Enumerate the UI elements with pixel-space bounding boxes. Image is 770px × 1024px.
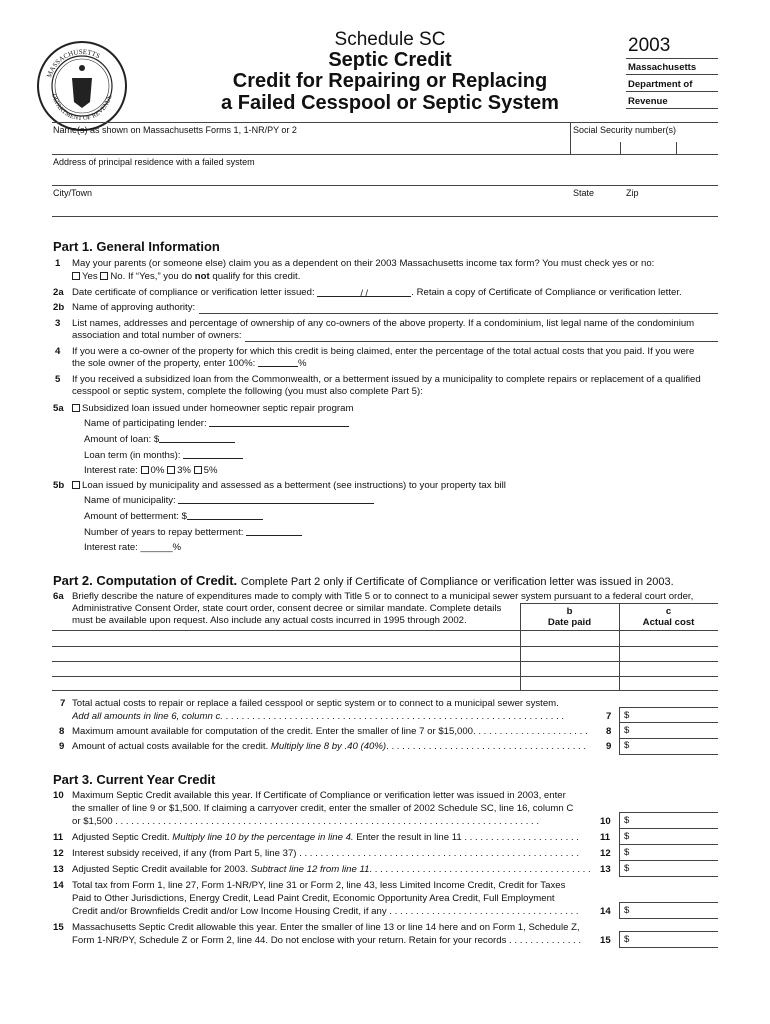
line8-amount[interactable] <box>632 723 718 737</box>
percent-sign: % <box>297 358 307 369</box>
betterment-amount-row <box>84 511 263 522</box>
line1-options <box>72 271 300 282</box>
expenditure-description-field[interactable] <box>53 647 519 661</box>
part2-heading <box>53 573 674 588</box>
line5-text-2: cesspool or septic system, complete the following (you must also complete Part 5): <box>72 386 423 397</box>
date-slashes: / / <box>360 288 369 298</box>
address-label: Address of principal residence with a failed system <box>53 157 255 167</box>
expenditure-description-field[interactable] <box>53 677 519 690</box>
line-number: 5a <box>53 403 64 414</box>
line5b-row <box>72 480 506 491</box>
dollar-sign: $ <box>624 934 630 945</box>
col-b-letter: b <box>566 606 573 617</box>
line11-row <box>72 832 598 843</box>
line3-text-1: List names, addresses and percentage of ownership of any co-owners of the above property. If a condominium, list legal name of the condominium <box>72 318 695 329</box>
dollar-sign: $ <box>624 815 630 826</box>
line4-text-2: the sole owner of the property, enter 100%: <box>72 358 256 369</box>
line12-text: Interest subsidy received, if any (from Part 5, line 37) <box>72 848 297 859</box>
dept-line-3: Revenue <box>628 96 668 107</box>
line-ref: 13 <box>600 864 611 875</box>
line10-text-3: or $1,500 <box>72 816 113 827</box>
yes-label: Yes <box>82 271 98 282</box>
line-ref: 9 <box>606 741 612 752</box>
line2a-text: Date certificate of compliance or verification letter issued: <box>72 287 315 298</box>
zip-field[interactable] <box>624 199 718 216</box>
ssn-field[interactable] <box>572 136 718 154</box>
line11-text: Adjusted Septic Credit. <box>72 832 170 843</box>
city-label: City/Town <box>53 188 93 198</box>
line-ref: 7 <box>606 711 612 722</box>
ownership-percent-field[interactable] <box>258 358 298 367</box>
names-field[interactable] <box>53 136 569 154</box>
line7-row <box>72 711 616 722</box>
yes-checkbox[interactable] <box>72 272 80 280</box>
line9-text: Amount of actual costs available for the credit. <box>72 741 269 752</box>
line15-row <box>72 935 598 946</box>
line6a-text-2: Administrative Consent Order, state court order, consent decree or similar mandate. Complete details <box>72 603 502 614</box>
municipality-row <box>84 495 374 506</box>
line-ref: 8 <box>606 726 612 737</box>
line1-not: not <box>194 271 210 282</box>
line15-text-2: Form 1-NR/PY, Schedule Z or Form 2, line 44. Do not enclose with your return. Retain for your records <box>72 935 507 946</box>
leader-dots: . . . . . . . . . . . . . . . . . . . . . . . . . . . . . . . . . . . . . . <box>386 741 587 752</box>
line9-amount[interactable] <box>632 739 718 753</box>
part2-title: Part 2. Computation of Credit. <box>53 573 238 588</box>
line11-end: Enter the result in line 11 <box>356 832 462 843</box>
lender-field[interactable] <box>209 418 349 427</box>
line-number: 6a <box>53 591 64 602</box>
leader-dots: . . . . . . . . . . . . . . . . . . . . . . . . . . . . . . . . . . . . . . . . . . . . . . . . . . . . . . . . . . . . . . . . . . . . . . . . . . . . . . . . <box>112 816 540 827</box>
line13-row <box>72 864 598 875</box>
dollar-sign: $ <box>624 905 630 916</box>
line1-text: May your parents (or someone else) claim you as a dependent on their 2003 Massachusetts income tax form? You must check yes or no: <box>72 258 655 269</box>
expenditure-description-field[interactable] <box>53 662 519 676</box>
address-field[interactable] <box>53 168 718 185</box>
betterment-rate: Interest rate: ______% <box>84 542 182 553</box>
co-owners-field[interactable] <box>245 341 718 342</box>
line-number: 7 <box>60 698 66 709</box>
names-label: Name(s) as shown on Massachusetts Forms 1, 1-NR/PY or 2 <box>53 125 297 135</box>
dept-line-1: Massachusetts <box>628 62 697 73</box>
line-number: 4 <box>55 346 61 357</box>
rate-5-label: 5% <box>203 465 218 476</box>
col-b-label: Date paid <box>547 617 592 628</box>
betterment-checkbox[interactable] <box>72 481 80 489</box>
line14-amount[interactable] <box>632 903 718 917</box>
part2-note: Complete Part 2 only if Certificate of Compliance or verification letter was issued in 2003. <box>240 576 674 588</box>
line-ref: 15 <box>600 935 611 946</box>
line12-row <box>72 848 598 859</box>
line5a-row <box>72 403 353 414</box>
line10-text-1: Maximum Septic Credit available this year. If Certificate of Compliance or verification letter was issued in 2003, enter <box>72 790 566 801</box>
line-number: 5b <box>53 480 65 491</box>
col-c-letter: c <box>665 606 672 617</box>
subsidized-loan-checkbox[interactable] <box>72 404 80 412</box>
line11-italic: Multiply line 10 by the percentage in line 4. <box>172 832 354 843</box>
line2b-row <box>72 302 195 313</box>
form-title: Septic Credit <box>328 49 452 71</box>
line11-amount[interactable] <box>632 829 718 843</box>
line-number: 12 <box>53 848 64 859</box>
line5a-text: Subsidized loan issued under homeowner septic repair program <box>82 403 354 414</box>
line1-end: qualify for this credit. <box>212 271 301 282</box>
loan-amount-label: Amount of loan: $ <box>84 434 160 445</box>
line13-text: Adjusted Septic Credit available for 2003. <box>72 864 248 875</box>
state-field[interactable] <box>572 199 622 216</box>
line-number: 8 <box>59 726 65 737</box>
line-number: 5 <box>55 374 61 385</box>
lender-label: Name of participating lender: <box>84 418 207 429</box>
line9-row <box>72 741 606 752</box>
svg-text:MASSACHUSETTS: MASSACHUSETTS <box>45 47 102 79</box>
leader-dots: . . . . . . . . . . . . . . . . . . . . . . . . . . . . . . . . . . . . . . . . . . <box>369 864 591 875</box>
years-label: Number of years to repay betterment: <box>84 527 244 538</box>
rate-0-label: 0% <box>150 465 165 476</box>
leader-dots: . . . . . . . . . . . . . . . . . . . . . . <box>461 832 579 843</box>
line7-text-1: Total actual costs to repair or replace a failed cesspool or septic system or to connect to a municipal sewer system. <box>72 698 559 709</box>
line-ref: 11 <box>600 832 611 843</box>
line9-italic: Multiply line 8 by .40 (40%) <box>270 741 387 752</box>
ssn-label: Social Security number(s) <box>573 125 677 135</box>
line2a-end: . Retain a copy of Certificate of Compliance or verification letter. <box>411 287 682 298</box>
dept-line-2: Department of <box>628 79 693 90</box>
betterment-amount-field[interactable] <box>187 511 263 520</box>
loan-term-label: Loan term (in months): <box>84 450 181 461</box>
loan-amount-row <box>84 434 235 445</box>
line-number: 2a <box>53 287 64 298</box>
years-row <box>84 527 302 538</box>
leader-dots: . . . . . . . . . . . . . . . . . . . . . <box>475 726 588 737</box>
dollar-sign: $ <box>624 710 630 721</box>
rate-5-checkbox[interactable] <box>194 466 202 474</box>
line6a-text-3: must be available upon request. Also include any actual costs incurred in 1995 through 2002. <box>72 615 467 626</box>
dollar-sign: $ <box>624 831 630 842</box>
lender-row <box>84 418 349 429</box>
line10-row <box>72 816 598 827</box>
line5-text-1: If you received a subsidized loan from the Commonwealth, or a betterment issued by a municipality to complete repairs or replacement of a qualified <box>72 374 701 385</box>
line8-row <box>72 726 606 737</box>
loan-term-field[interactable] <box>183 450 243 459</box>
expenditure-description-field[interactable] <box>53 631 519 646</box>
line12-amount[interactable] <box>632 845 718 859</box>
line-number: 15 <box>53 922 64 933</box>
line4-text-1: If you were a co-owner of the property for which this credit is being claimed, enter the percentage of the total actual costs that you paid. If you were <box>72 346 695 357</box>
tax-year: 2003 <box>628 35 671 56</box>
leader-dots: . . . . . . . . . . . . . . . . . . . . . . . . . . . . . . . . . . . . . . . . . . . . . . . . . . . . . <box>296 848 580 859</box>
line14-text-3: Credit and/or Brownfields Credit and/or Low Income Housing Credit, if any <box>72 906 387 917</box>
line2b-text: Name of approving authority: <box>72 302 196 313</box>
city-field[interactable] <box>53 199 569 216</box>
form-subtitle-1: Credit for Repairing or Replacing <box>232 70 548 92</box>
form-subtitle-2: a Failed Cesspool or Septic System <box>221 92 559 114</box>
line15-amount[interactable] <box>632 932 718 946</box>
no-label: No. <box>110 271 126 282</box>
line14-row <box>72 906 598 917</box>
line-ref: 14 <box>600 906 611 917</box>
dollar-sign: $ <box>624 725 630 736</box>
line-number: 9 <box>59 741 65 752</box>
line7-amount[interactable] <box>632 708 718 722</box>
years-field[interactable] <box>246 527 302 536</box>
line13-italic: Subtract line 12 from line 11 <box>250 864 370 875</box>
massachusetts-dor-seal <box>36 40 128 132</box>
rate-3-label: 3% <box>177 465 191 476</box>
line-number: 13 <box>53 864 64 875</box>
leader-dots: . . . . . . . . . . . . . . <box>506 935 582 946</box>
part1-heading: Part 1. General Information <box>53 239 220 254</box>
certificate-date-field[interactable] <box>317 288 411 297</box>
svg-text:DEPARTMENT OF REVENUE: DEPARTMENT OF REVENUE <box>50 92 114 123</box>
rate-3-checkbox[interactable] <box>167 466 175 474</box>
municipality-label: Name of municipality: <box>84 495 176 506</box>
interest-rate-label: Interest rate: <box>84 465 138 476</box>
line-number: 2b <box>53 302 65 313</box>
line8-text: Maximum amount available for computation of the credit. Enter the smaller of line 7 or $15,000. <box>72 726 476 737</box>
line3-text-2: association and total number of owners: <box>72 330 242 341</box>
line13-amount[interactable] <box>632 861 718 875</box>
line15-text-1: Massachusetts Septic Credit allowable this year. Enter the smaller of line 13 or line 14 here and on Form 1, Schedule Z, <box>72 922 580 933</box>
line1-if: If “Yes,” you do <box>127 271 193 282</box>
line-number: 3 <box>55 318 61 329</box>
line7-italic: Add all amounts in line 6, column c. <box>72 711 223 722</box>
dollar-sign: $ <box>624 847 630 858</box>
line-ref: 12 <box>600 848 611 859</box>
no-checkbox[interactable] <box>100 272 108 280</box>
loan-term-row <box>84 450 243 461</box>
line10-text-2: the smaller of line 9 or $1,500. If claiming a carryover credit, enter the smaller of 2002 Schedule SC, line 16, column C <box>72 803 574 814</box>
betterment-amount-label: Amount of betterment: $ <box>84 511 187 522</box>
part3-heading: Part 3. Current Year Credit <box>53 772 216 787</box>
state-label: State <box>573 188 595 198</box>
line2a-row <box>72 287 682 298</box>
line5b-text: Loan issued by municipality and assessed as a betterment (see instructions) to your property tax bill <box>82 480 506 491</box>
leader-dots: . . . . . . . . . . . . . . . . . . . . . . . . . . . . . . . . . . . . . . . . . . . . . . . . . . . . . . . . . . . . . . . . <box>222 711 565 722</box>
line-number: 10 <box>53 790 64 801</box>
schedule-label: Schedule SC <box>334 29 446 50</box>
line14-text-1: Total tax from Form 1, line 27, Form 1-NR/PY, line 31 or Form 2, line 43, less Limited Income Credit, Credit for Taxes <box>72 880 566 891</box>
rate-0-checkbox[interactable] <box>141 466 149 474</box>
line-number: 14 <box>53 880 64 891</box>
leader-dots: . . . . . . . . . . . . . . . . . . . . . . . . . . . . . . . . . . . . <box>386 906 579 917</box>
line-ref: 10 <box>600 816 611 827</box>
col-c-label: Actual cost <box>642 617 695 628</box>
loan-amount-field[interactable] <box>159 434 235 443</box>
dollar-sign: $ <box>624 863 630 874</box>
line4-row <box>72 358 306 369</box>
zip-label: Zip <box>626 188 639 198</box>
line-number: 11 <box>53 832 64 843</box>
line14-text-2: Paid to Other Jurisdictions, Energy Credit, Lead Paint Credit, Economic Opportunity Area Credit, Full Employment <box>72 893 555 904</box>
line-number: 1 <box>55 258 61 269</box>
approving-authority-field[interactable] <box>199 313 718 314</box>
line6a-text-1: Briefly describe the nature of expenditures made to comply with Title 5 or to connect to a municipal sewer system pursuant to a federal court order, <box>72 591 694 602</box>
interest-rate-row <box>84 465 218 476</box>
dollar-sign: $ <box>624 740 630 751</box>
municipality-field[interactable] <box>178 495 374 504</box>
line10-amount[interactable] <box>632 813 718 827</box>
